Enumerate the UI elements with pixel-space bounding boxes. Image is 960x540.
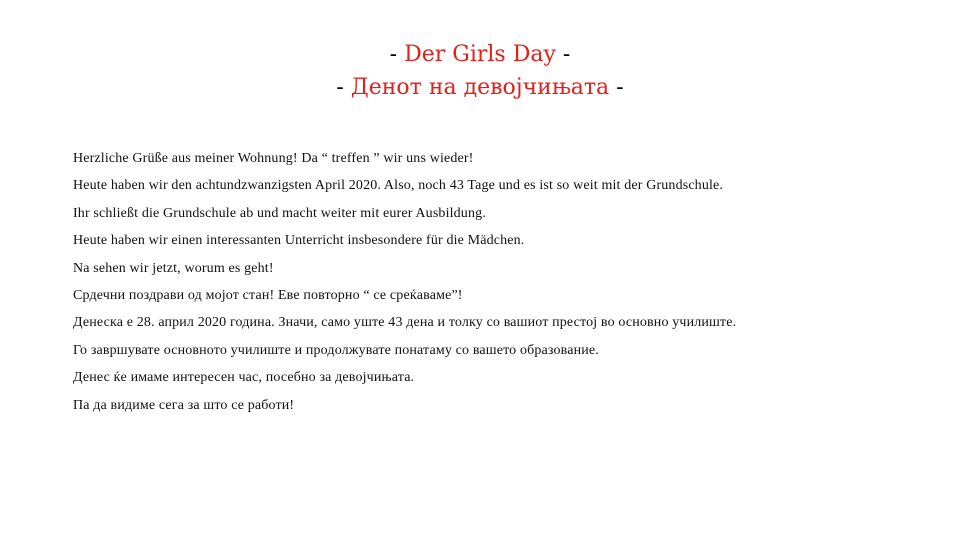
body-line: Срдечни поздрави од мојот стан! Еве повторно “ се среќаваме”! <box>73 287 463 303</box>
title-line-macedonian <box>0 71 960 104</box>
body-line: Денес ќе имаме интересен час, посебно за девојчињата. <box>73 370 415 386</box>
title-suffix: - <box>555 42 571 67</box>
body-line: Денеска е 28. април 2020 година. Значи, само уште 43 дена и толку со вашиот престој во основно училиште. <box>73 315 737 331</box>
body-text <box>73 145 933 419</box>
body-line: Ihr schließt die Grundschule ab und macht weiter mit eurer Ausbildung. <box>73 205 486 221</box>
body-line: Heute haben wir einen interessanten Unterricht insbesondere für die Mädchen. <box>73 233 525 249</box>
title-suffix: - <box>609 75 624 100</box>
title-prefix: - <box>336 75 351 100</box>
title-text-macedonian: Денот на девојчињата <box>350 75 610 100</box>
slide-title <box>0 38 960 104</box>
body-line: Na sehen wir jetzt, worum es geht! <box>73 260 274 276</box>
title-line-german <box>0 38 960 71</box>
title-prefix: - <box>389 42 405 67</box>
body-line: Па да видиме сега за што се работи! <box>73 397 295 413</box>
title-text-german: Der Girls Day <box>404 42 556 67</box>
body-line: Го завршувате основното училиште и продолжувате понатаму со вашето образование. <box>73 342 599 358</box>
body-line: Herzliche Grüße aus meiner Wohnung! Da “ treffen ” wir uns wieder! <box>73 151 474 166</box>
body-line: Heute haben wir den achtundzwanzigsten April 2020. Also, noch 43 Tage und es ist so weit mit der Grundschule. <box>73 178 724 194</box>
